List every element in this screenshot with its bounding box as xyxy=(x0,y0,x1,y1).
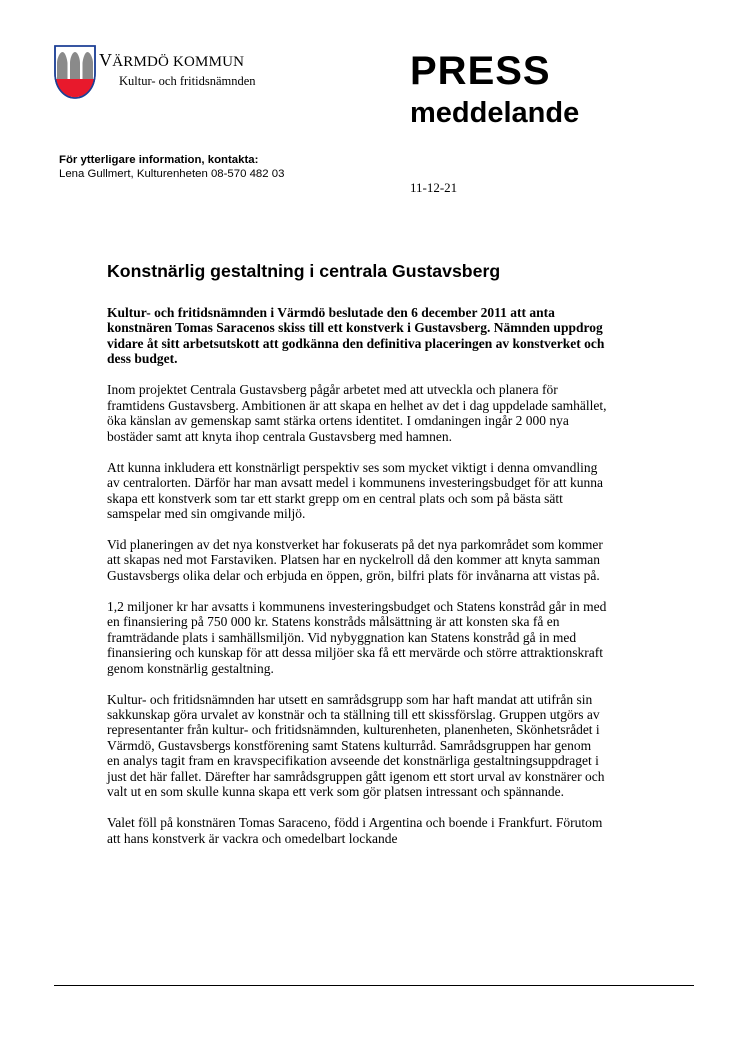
article-paragraph: Att kunna inkludera ett konstnärligt perspektiv ses som mycket viktigt i denna omvandling av centralorten. Därför har man avsatt medel i kommunens investeringsbudget för att kunna skapa ett konstverk som tar ett starkt grepp om en central plats och som på bästa sätt samspelar med sin omgivande miljö. xyxy=(107,459,603,521)
article-paragraph: Vid planeringen av det nya konstverket har fokuserats på det nya parkområdet som kommer att skapas ned mot Farstaviken. Platsen har en nyckelroll då den kommer att knyta samman Gustavsbergs olika delar och erbjuda en öppen, grön, bilfri plats för invånarna att vistas på. xyxy=(107,536,603,583)
contact-label: För ytterligare information, kontakta: xyxy=(59,154,259,166)
contact-person: Lena Gullmert, Kulturenheten 08-570 482 03 xyxy=(59,168,285,180)
organization-block xyxy=(99,51,256,89)
article-paragraph: Inom projektet Centrala Gustavsberg pågår arbetet med att utveckla och planera för framtidens Gustavsberg. Ambitionen är att skapa en helhet av det i dag uppdelade samhället, öka känslan av gemenskap samt stärka ortens identitet. I omdaningen ingår 2 000 nya bostäder samt att knyta ihop centrala Gustavsberg med hamnen. xyxy=(107,382,607,444)
release-date: 11-12-21 xyxy=(410,180,458,195)
varmdo-kommun-logo xyxy=(54,45,96,99)
article-paragraph: Kultur- och fritidsnämnden har utsett en samrådsgrupp som har haft mandat att utifrån sin sakkunskap göra urvalet av konstnär och ta ställning till ett skissförslag. Gruppen utgörs av representanter från kultur- och fritidsnämnden, kulturenheten, planenheten, Skönhetsrådet i Värmdö, Gustavsbergs konstförening samt Statens kulturråd. Samrådsgruppen har genom en analys tagit fram en kravspecifikation avseende det konstnärliga gestaltningsuppdraget i just det här fallet. Därefter har samrådsgruppen gått igenom ett stort urval av konstnärer och valt ut en som skulle kunna skapa ett verk som gör platsen intressant och spännande. xyxy=(107,691,605,800)
article-paragraph: Valet föll på konstnären Tomas Saraceno, född i Argentina och boende i Frankfurt. Förutom att hans konstverk är vackra och omedelbart lockande xyxy=(107,815,603,846)
press-title: PRESS xyxy=(410,49,551,93)
article-paragraph: 1,2 miljoner kr har avsatts i kommunens investeringsbudget och Statens konstråd går in med en finansiering på 750 000 kr. Statens konstråds målsättning är att konsten ska få en framträdande plats i samhällsmiljön. Vid nybyggnation kan Statens konstråd gå in med finansiering och kunskap för att dessa miljöer ska få ett mervärde och större attraktionskraft genom konstnärlig gestaltning. xyxy=(107,598,607,676)
press-subtitle: meddelande xyxy=(410,97,580,129)
article-body xyxy=(107,305,607,862)
department-name: Kultur- och fritidsnämnden xyxy=(119,74,256,88)
press-release-heading xyxy=(410,48,579,130)
footer-divider xyxy=(54,985,694,986)
organization-name xyxy=(99,51,256,71)
article-lead: Kultur- och fritidsnämnden i Värmdö beslutade den 6 december 2011 att anta konstnären Tomas Saracenos skiss till ett konstverk i Gustavsberg. Nämnden uppdrog vidare åt sitt arbetsutskott att godkänna den definitiva placeringen av konstverket och dess budget. xyxy=(107,305,605,367)
organization-name-initial: V xyxy=(99,50,113,70)
contact-block xyxy=(59,153,284,181)
article-headline: Konstnärlig gestaltning i centrala Gustavsberg xyxy=(107,261,501,281)
organization-name-rest: ÄRMDÖ KOMMUN xyxy=(112,54,245,70)
